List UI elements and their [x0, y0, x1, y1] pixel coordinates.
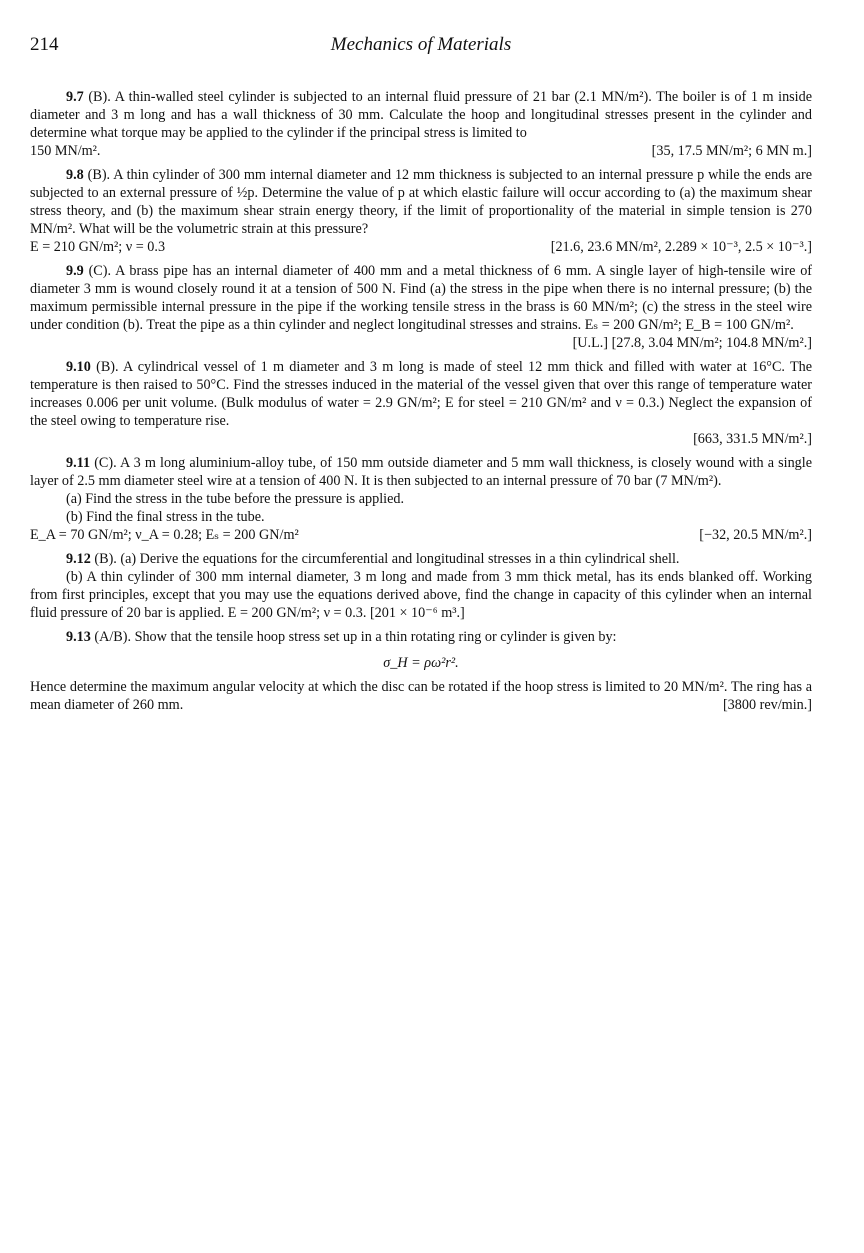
problem-9-7 [30, 88, 812, 160]
problem-text: A 3 m long aluminium-alloy tube, of 150 mm outside diameter and 5 mm wall thickness, is closely wound with a single layer of 2.5 mm diameter steel wire at a tension of 400 N. It is then subjected to an internal pressure of 70 bar (7 MN/m²). [30, 455, 813, 489]
problem-text-continued: Hence determine the maximum angular velocity at which the disc can be rotated if the hoop stress is limited to 20 MN/m². The ring has a mean diameter of 260 mm. [30, 679, 812, 713]
problem-text: A brass pipe has an internal diameter of 400 mm and a metal thickness of 6 mm. A single layer of high-tensile wire of diameter 3 mm is wound closely round it at a tension of 500 N. Find (a) the stress in the pipe when there is no internal pressure; (b) the maximum permissible internal pressure in the pipe if the working tensile stress in the brass is 60 MN/m²; (c) the stress in the steel wire under condition (b). Treat the pipe as a thin cylinder and neglect longitudinal stresses and strains. Eₛ = 200 GN/m²; E_B = 100 GN/m². [30, 263, 813, 333]
problems-list [30, 88, 812, 714]
problem-number: 9.9 [66, 263, 84, 279]
problem-data: 150 MN/m². [30, 143, 101, 159]
answer: [663, 331.5 MN/m².] [693, 431, 812, 447]
problem-number: 9.10 [66, 359, 91, 375]
problem-data: E_A = 70 GN/m²; ν_A = 0.28; Eₛ = 200 GN/m² [30, 527, 299, 543]
problem-text: (a) Derive the equations for the circumferential and longitudinal stresses in a thin cylindrical shell. [120, 551, 680, 567]
answer: [U.L.] [27.8, 3.04 MN/m²; 104.8 MN/m².] [572, 335, 812, 351]
problem-9-9 [30, 262, 812, 352]
problem-level: (B). [94, 551, 117, 567]
subitem-a: (a) Find the stress in the tube before the pressure is applied. [66, 491, 405, 507]
problem-level: (B). [88, 89, 111, 105]
problem-number: 9.7 [66, 89, 84, 105]
running-title: Mechanics of Materials [330, 34, 512, 55]
problem-level: (C). [88, 263, 112, 279]
problem-9-11 [30, 454, 812, 544]
answer: [−32, 20.5 MN/m².] [699, 527, 812, 543]
problem-9-12 [30, 550, 812, 622]
problem-level: (B). [87, 167, 111, 183]
problem-data: E = 210 GN/m²; ν = 0.3 [30, 239, 166, 255]
answer: [3800 rev/min.] [722, 697, 812, 713]
problem-text: A cylindrical vessel of 1 m diameter and 3 m long is made of steel 12 mm thick and filled with water at 16°C. The temperature is then raised to 50°C. Find the stresses induced in the material of the vessel given that over this range of temperature water increases 0.006 per unit volume. (Bulk modulus of water = 2.9 GN/m²; E for steel = 210 GN/m² and ν = 0.3.) Neglect the expansion of the steel owing to temperature rise. [30, 359, 813, 429]
page-header [30, 34, 812, 64]
answer: [201 × 10⁻⁶ m³.] [369, 605, 465, 621]
problem-text: A thin-walled steel cylinder is subjected to an internal fluid pressure of 21 bar (2.1 MN/m²). The boiler is of 1 m inside diameter and 3 m long and has a wall thickness of 30 mm. Calculate the hoop and longitudinal stresses present in the cylinder and determine what torque may be applied to the cylinder if the principal stress is limited to [30, 89, 813, 141]
subitem-b: (b) Find the final stress in the tube. [66, 509, 265, 525]
problem-level: (C). [94, 455, 117, 471]
problem-text: Show that the tensile hoop stress set up in a thin rotating ring or cylinder is given by: [134, 629, 617, 645]
problem-level: (B). [96, 359, 119, 375]
problem-text: A thin cylinder of 300 mm internal diameter and 12 mm thickness is subjected to an internal pressure p while the ends are subjected to an external pressure of ½p. Determine the value of p at which elastic failure will occur according to (a) the maximum shear stress theory, and (b) the maximum shear strain energy theory, if the limit of proportionality of the material in simple tension is 270 MN/m². What will be the volumetric strain at this pressure? [30, 167, 813, 237]
problem-level: (A/B). [94, 629, 132, 645]
answer: [35, 17.5 MN/m²; 6 MN m.] [651, 143, 812, 159]
answer: [21.6, 23.6 MN/m², 2.289 × 10⁻³, 2.5 × 10⁻³.] [550, 239, 812, 255]
problem-number: 9.8 [66, 167, 84, 183]
problem-9-10 [30, 358, 812, 448]
page [30, 34, 812, 720]
problem-9-8 [30, 166, 812, 256]
page-number: 214 [30, 34, 59, 55]
problem-number: 9.13 [66, 629, 91, 645]
hoop-stress-equation: σ_H = ρω²r². [383, 655, 459, 671]
problem-number: 9.11 [66, 455, 91, 471]
problem-number: 9.12 [66, 551, 91, 567]
problem-9-13 [30, 628, 812, 714]
subitem-b: (b) A thin cylinder of 300 mm internal diameter, 3 m long and made from 3 mm thick metal, has its ends blanked off. Working from first principles, except that you may use the equations derived above, find the change in capacity of this cylinder when an internal fluid pressure of 20 bar is applied. E = 200 GN/m²; ν = 0.3. [30, 569, 812, 621]
